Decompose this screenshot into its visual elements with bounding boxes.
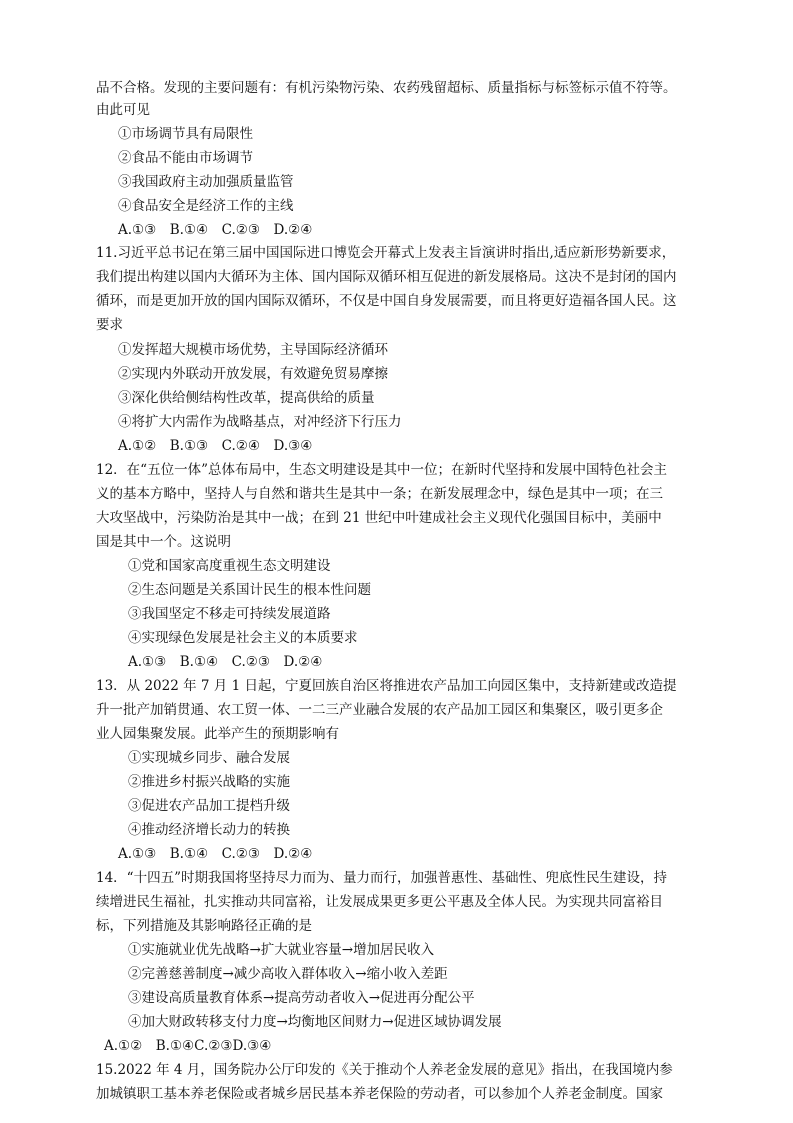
q10-option-4: ④食品安全是经济工作的主线 bbox=[118, 198, 294, 214]
q12-choices: A.①③ B.①④ C.②③ D.②④ bbox=[128, 654, 323, 670]
q13-option-1: ①实现城乡同步、融合发展 bbox=[128, 750, 290, 766]
q10-option-2: ②食品不能由市场调节 bbox=[118, 150, 253, 166]
q14-stem-line-3: 标，下列措施及其影响路径正确的是 bbox=[96, 918, 312, 934]
q11-stem-line-3: 循环，而是更加开放的国内国际双循环，不仅是中国自身发展需要，而且将更好造福各国人民。这 bbox=[96, 293, 677, 309]
q10-stem-line-2: 由此可见 bbox=[96, 102, 150, 118]
q12-stem-line-4: 国是其中一个。这说明 bbox=[96, 534, 231, 550]
q14-stem-line-2: 续增进民生福祉，扎实推动共同富裕，让发展成果更多更公平惠及全体人民。为实现共同富裕目 bbox=[96, 894, 663, 910]
q13-choices: A.①③ B.①④ C.②③ D.②④ bbox=[118, 846, 313, 862]
q14-stem-line-1: 14．“十四五”时期我国将坚持尽力而为、量力而行，加强普惠性、基础性、兜底性民生建设，持 bbox=[96, 870, 667, 886]
q13-option-3: ③促进农产品加工提档升级 bbox=[128, 798, 290, 814]
q13-stem-line-2: 升一批产加销贯通、农工贸一体、一二三产业融合发展的农产品加工园区和集聚区，吸引更多企 bbox=[96, 702, 663, 718]
q13-option-4: ④推动经济增长动力的转换 bbox=[128, 822, 290, 838]
q14-option-3: ③建设高质量教育体系→提高劳动者收入→促进再分配公平 bbox=[128, 990, 475, 1006]
q14-option-2: ②完善慈善制度→减少高收入群体收入→缩小收入差距 bbox=[128, 966, 448, 982]
q11-option-1: ①发挥超大规模市场优势，主导国际经济循环 bbox=[118, 342, 388, 358]
q10-stem-line-1: 品不合格。发现的主要问题有：有机污染物污染、农药残留超标、质量指标与标签标示值不符等。 bbox=[96, 80, 677, 96]
q15-stem-line-2: 加城镇职工基本养老保险或者城乡居民基本养老保险的劳动者，可以参加个人养老金制度。国家 bbox=[96, 1086, 663, 1102]
q10-option-1: ①市场调节具有局限性 bbox=[118, 126, 253, 142]
q13-stem-line-1: 13．从 2022 年 7 月 1 日起，宁夏回族自治区将推进农产品加工向园区集中，支持新建或改造提 bbox=[96, 678, 677, 694]
q14-choices: A.①② B.①④C.②③D.③④ bbox=[104, 1038, 272, 1054]
q11-stem-line-4: 要求 bbox=[96, 317, 123, 333]
q10-choices: A.①③ B.①④ C.②③ D.②④ bbox=[118, 222, 313, 238]
q12-stem-line-1: 12．在“五位一体”总体布局中，生态文明建设是其中一位；在新时代坚持和发展中国特色社会主 bbox=[96, 462, 667, 478]
q12-option-3: ③我国坚定不移走可持续发展道路 bbox=[128, 606, 331, 622]
q13-stem-line-3: 业人园集聚发展。此举产生的预期影响有 bbox=[96, 726, 339, 742]
q11-option-2: ②实现内外联动开放发展，有效避免贸易摩擦 bbox=[118, 366, 388, 382]
q11-choices: A.①② B.①③ C.②④ D.③④ bbox=[118, 438, 313, 454]
q13-option-2: ②推进乡村振兴战略的实施 bbox=[128, 774, 290, 790]
q12-stem-line-3: 大攻坚战中，污染防治是其中一战；在到 21 世纪中叶建成社会主义现代化强国目标中，美丽中 bbox=[96, 510, 662, 526]
q10-option-3: ③我国政府主动加强质量监管 bbox=[118, 174, 294, 190]
q12-option-2: ②生态问题是关系国计民生的根本性问题 bbox=[128, 582, 371, 598]
q11-option-3: ③深化供给侧结构性改革，提高供给的质量 bbox=[118, 390, 375, 406]
q12-stem-line-2: 义的基本方略中，坚持人与自然和谐共生是其中一条；在新发展理念中，绿色是其中一项；在三 bbox=[96, 486, 663, 502]
q12-option-4: ④实现绿色发展是社会主义的本质要求 bbox=[128, 630, 358, 646]
q11-stem-line-1: 11.习近平总书记在第三届中国国际进口博览会开幕式上发表主旨演讲时指出,适应新形势新要求， bbox=[96, 245, 676, 261]
q11-stem-line-2: 我们提出构建以国内大循环为主体、国内国际双循环相互促进的新发展格局。这决不是封闭的国内 bbox=[96, 269, 677, 285]
q12-option-1: ①党和国家高度重视生态文明建设 bbox=[128, 558, 331, 574]
q15-stem-line-1: 15.2022 年 4 月，国务院办公厅印发的《关于推动个人养老金发展的意见》指出，在我国境内参 bbox=[96, 1062, 673, 1078]
q14-option-4: ④加大财政转移支付力度→均衡地区间财力→促进区域协调发展 bbox=[128, 1014, 502, 1030]
q14-option-1: ①实施就业优先战略→扩大就业容量→增加居民收入 bbox=[128, 942, 435, 958]
q11-option-4: ④将扩大内需作为战略基点，对冲经济下行压力 bbox=[118, 414, 402, 430]
